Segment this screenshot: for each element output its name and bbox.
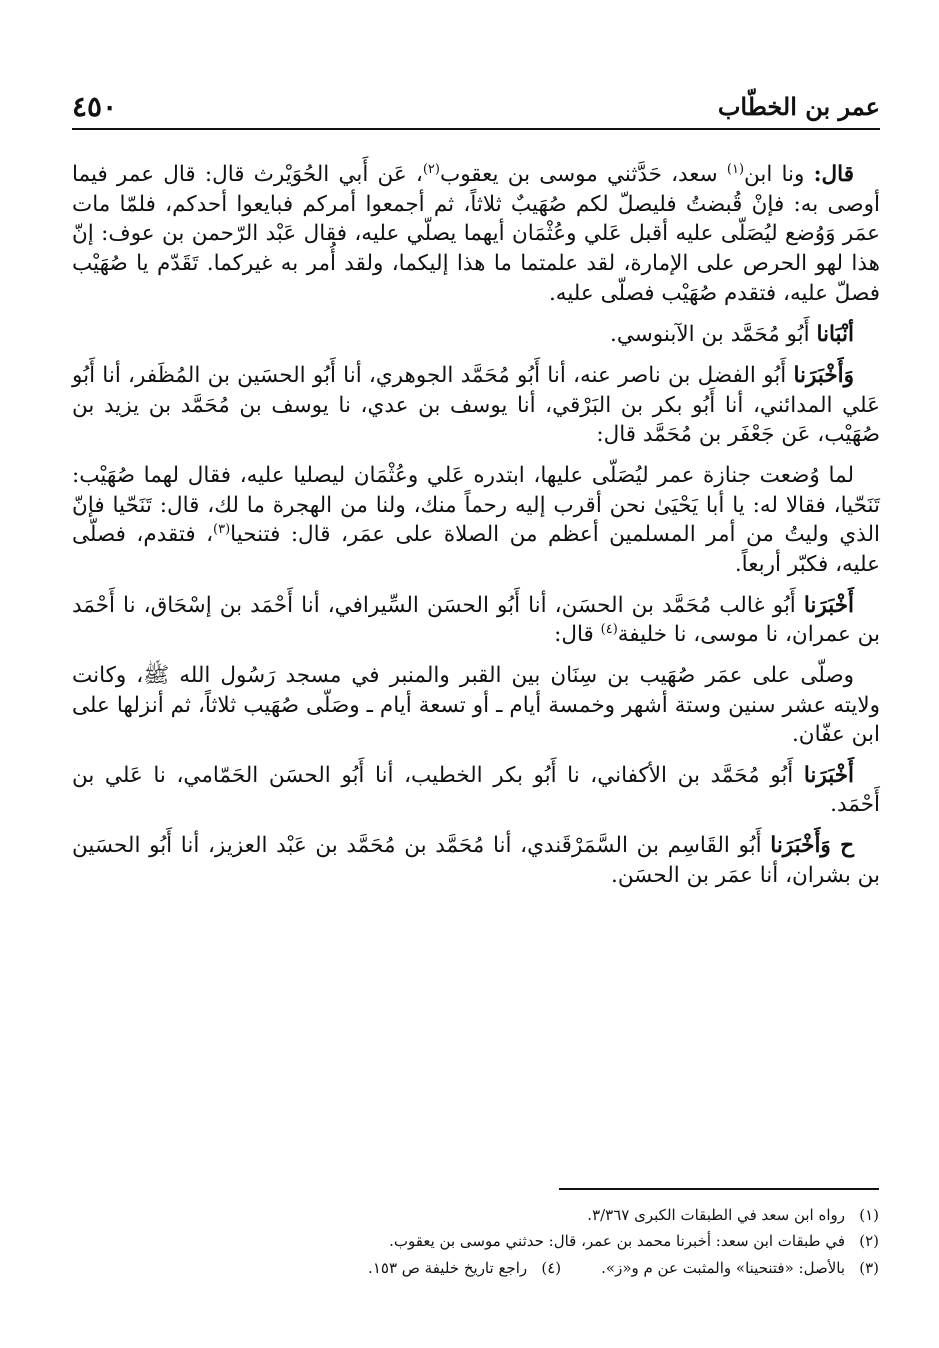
footnote: [79, 1255, 879, 1281]
footnote-number: (٤): [541, 1258, 562, 1277]
footnote-ref: (٣): [213, 522, 231, 538]
page-header: [72, 88, 880, 130]
footnote: [79, 1228, 879, 1254]
narration-keyword: ح وَأَخْبَرَنا: [770, 833, 854, 859]
paragraph-text: ، عَن أَبي الحُوَيْرث قال: قال عمر فيما أوصى به: فإنْ قُبضتُ فليصلّ لكم صُهَيبٌ ثلاثاً، ثم أجمعوا أمركم فبايعوا أحدكم، فلمّا مات عمَر وَوُضع ليُصَلّى عليه أقبل عَلي وعُثْمَان أيهما يصلّي عليه، فقال عَبْد الرّحمن بن عوف: إنّ هذا لهو الحرص على الإمارة، لقد علمتما ما هذا إليكما، ولقد أُمر به غيركما. تَقَدّم يا صُهَيْب فصلّ عليه، فتقدم صُهَيْب فصلّى عليه.: [72, 162, 880, 306]
footnote-divider: [559, 1188, 879, 1190]
paragraph-text: لما وُضعت جنازة عمر ليُصَلّى عليها، ابتدره عَلي وعُثْمَان ليصليا عليه، فقال لهما صُهَيْب: تَنَحّيا، فقالا له: يا أبا يَحْيَىٰ نحن أقرب إليه رحماً منك، ولنا من الهجرة ما لك، قال: تَنَحّيا فإنّ الذي وليتُ من أمر المسلمين أعظم من الصلاة على عمَر، قال: فتنحيا: [72, 462, 881, 548]
narration-keyword: قال:: [813, 162, 854, 187]
footnote-text: راجع تاريخ خليفة ص ١٥٣.: [368, 1258, 528, 1277]
paragraph-text: ونا ابن: [744, 162, 814, 187]
footnote-number: (٢): [859, 1232, 879, 1251]
narration-keyword: وَأَخْبَرَنا: [793, 362, 854, 388]
paragraph: [72, 320, 880, 350]
footnote-number: (٣): [859, 1258, 879, 1277]
footnote-ref: (٢): [422, 161, 440, 177]
paragraph-text: أَبُو غالب مُحَمَّد بن الحسَن، أنا أَبُو الحسَن السِّيرافي، أنا أَحْمَد بن إسْحَاق، نا أَحْمَد بن عمران، نا موسى، نا خليفة: [72, 592, 880, 648]
paragraph-text: أَبُو مُحَمَّد بن الآبنوسي.: [610, 322, 817, 348]
main-text: [72, 160, 880, 901]
paragraph-text: ، فتقدم، فصلّى عليه، فكبّر أربعاً.: [72, 522, 880, 577]
narration-keyword: أَخْبَرَنا: [803, 592, 854, 618]
paragraph: [72, 661, 880, 750]
footnote: [79, 1202, 879, 1228]
paragraph: [72, 831, 880, 890]
narration-keyword: أَخْبَرَنا: [803, 762, 854, 788]
paragraph-text: وصلّى على عمَر صُهَيب بن سِنَان بين القبر والمنبر في مسجد رَسُول الله ﷺ، وكانت ولايته عشر سنين وستة أشهر وخمسة أيام ـ أو تسعة أيام ـ وصَلّى صُهَيب ثلاثاً، ثم أنزلها على ابن عفّان.: [72, 662, 880, 748]
paragraph: [72, 160, 880, 308]
paragraph-text: سعد، حَدَّثني موسى بن يعقوب: [439, 162, 727, 187]
footnote-text: بالأصل: «فتنحينا» والمثبت عن م و«ز».: [601, 1258, 845, 1277]
paragraph-text: أَبُو مُحَمَّد بن الأكفاني، نا أَبُو بكر الخطيب، أنا أَبُو الحسَن الحَمّامي، نا عَلي بن أَحْمَد.: [72, 762, 880, 818]
paragraph-text: قال:: [554, 622, 601, 648]
footnote: [368, 1259, 561, 1277]
footnote-number: (١): [859, 1206, 879, 1224]
page-number: ٤٥٠: [72, 90, 118, 123]
paragraph: [72, 591, 880, 650]
paragraph-text: أَبُو الفضل بن ناصر عنه، أنا أَبُو مُحَمَّد الجوهري، أنا أَبُو الحسَين بن المُظَفر، أنا أَبُو عَلي المدائني، أنا أَبُو بكر بن البَرْقي، أنا يوسف بن عدي، نا يوسف بن مُحَمَّد بن يزيد بن صُهَيْب، عَن جَعْفَر بن مُحَمَّد قال:: [72, 362, 880, 448]
paragraph: [72, 761, 880, 820]
footnote-ref: (٤): [600, 622, 618, 638]
footnote-text: في طبقات ابن سعد: أخبرنا محمد بن عمر، قال: حدثني موسى بن يعقوب.: [389, 1232, 845, 1251]
footnote-text: رواه ابن سعد في الطبقات الكبرى ٣/٣٦٧.: [587, 1206, 845, 1224]
narration-keyword: أنْبَانا: [816, 322, 854, 348]
footnote-ref: (١): [726, 161, 745, 177]
paragraph: [72, 461, 880, 580]
paragraph: [72, 361, 880, 450]
running-title: عمر بن الخطّاب: [717, 92, 880, 121]
footnotes: [79, 1202, 879, 1281]
paragraph-text: أَبُو القَاسِم بن السَّمَرْقَندي، أنا مُحَمَّد بن مُحَمَّد بن عَبْد العزيز، أنا أَبُو الحسَين بن بشران، أنا عمَر بن الحسَن.: [72, 833, 880, 888]
